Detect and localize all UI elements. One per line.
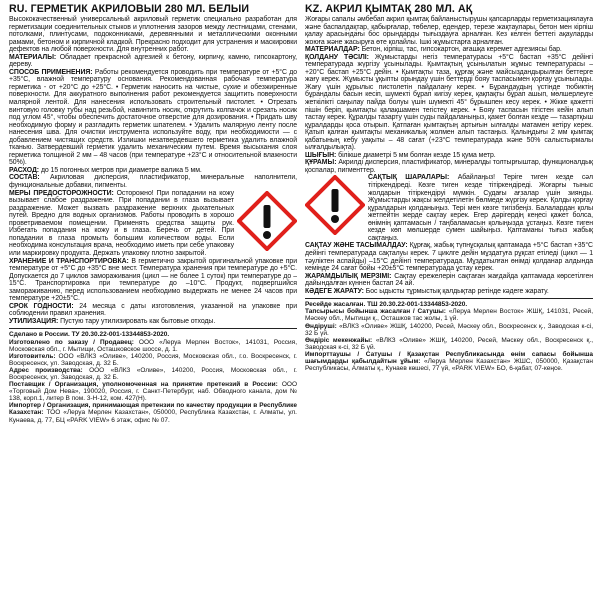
- kz-usage-heading: ҚОЛДАНУ ТӘСІЛІ:: [305, 53, 369, 61]
- ru-coverage-text: до 15 погонных метров при диаметре валика 5 мм.: [40, 166, 202, 174]
- ru-shelf: [9, 303, 297, 318]
- ru-safety-block: [9, 190, 297, 258]
- ru-kz-importer-heading: Импортер / Организация, принимающая претензии по качеству продукции в Республике Казахстан:: [9, 402, 297, 417]
- kz-storage-heading: САҚТАУ ЖӘНЕ ТАСЫМАЛДАУ:: [305, 242, 408, 250]
- kz-shelf-text: Сақтау ережелерін сақтаған жағдайда қаптамада көрсетілген дайындалған күннен бастап 24 ай.: [305, 272, 593, 288]
- ru-address-text: ООО «ВЛКЗ «Оливе», 140200, Россия, Московская обл., г. Воскресенск, ул. Заводская, д. 32 Б.: [9, 366, 297, 381]
- kz-safety: [368, 174, 593, 242]
- kz-manufacturer: [305, 308, 593, 322]
- kz-usage: [305, 54, 593, 152]
- kz-composition-text: Акрилді дисперсия, пластификатор, минералды толтырғыштар, функционалдық қоспалар, пигменттер.: [305, 159, 593, 174]
- ru-manufacturer-heading: Изготовлено по заказу / Продавец:: [9, 338, 134, 346]
- ru-shelf-heading: СРОК ГОДНОСТИ:: [9, 302, 74, 310]
- kz-divider: [305, 298, 593, 299]
- kz-intro: Жоғары сапалы әмбебап акрил қымтақ байланыстырушы қапсарларды герметизациялауға және баспалдақтар, қабырғалар, төбелер, едендер, терезе жақтаулары, бетон мен кірпіш қалау арасындағы бос орындарды тығыздауға арналған. Кез келген беттегі ақауларды жоюға және жасыруға өте қолайлы. Ішкі жұмыстарға арналған.: [305, 16, 593, 46]
- ru-materials-text: Обладает прекрасной адгезией к бетону, кирпичу, камню, гипсокартону, дереву.: [9, 53, 297, 69]
- kz-address-heading: Өндіріс мекенжайы:: [305, 336, 373, 344]
- kz-composition: [305, 159, 593, 174]
- kz-maker: [305, 323, 593, 337]
- ru-manufacturer-text: ООО «Леруа Мерлен Восток», 141031, Россия, Московская обл., г. Мытищи, Осташковское шоссе, д. 1.: [9, 338, 297, 353]
- ru-safety: [9, 190, 234, 258]
- kz-importer-heading: Импорттаушы / Сатушы / Қазақстан Республикасында өнім сапасы бойынша шағымдарды қабылдайтын ұйым:: [305, 350, 593, 365]
- ru-storage-text: В герметично закрытой оригинальной упаковке при температуре от +5°С до +35°С вне мест. Температура хранения при температуре до +5°С. Допускается до 7 циклов замораживания (цикл — не более 1 суток) при температуре до –15°С. Транспортировка при температуре до –10°С. Продукт, подвергшийся замораживанию, перед использованием необходимо выдержать не менее 24 часов при температуре +20±5°С.: [9, 257, 297, 303]
- kz-shelf-heading: ЖАРАМДЫЛЫҚ МЕРЗІМІ:: [305, 272, 392, 280]
- kz-made-in-text: Ресейде жасалған. ТШ 20.30.22-001-13344853-2020.: [305, 301, 468, 309]
- ru-safety-text: Осторожно! При попадании на кожу вызывает слабое раздражение. При попадании в глаза вызывает раздражение. Может вызвать раздражение верхних дыхательных путей. Вредно для водных организмов. Работы проводить в хорошо проветриваемом помещении. Применять средства защиты рук. Избегать попадания на кожу и в глаза. Беречь от детей. При попадании в глаза промыть большим количеством воды. Если необходима консультация врача, необходимо иметь при себе упаковку или маркировку продукта. Держать упаковку плотно закрытой.: [9, 189, 234, 257]
- kz-storage: [305, 242, 593, 272]
- ru-shelf-text: 24 месяца с даты изготовления, указанной на упаковке при соблюдении правил хранения.: [9, 302, 297, 318]
- kz-manufacturer-heading: Тапсырысы бойынша жасалған / Сатушы:: [305, 308, 446, 316]
- ru-coverage: [9, 167, 297, 175]
- kz-coverage-text: білікше диаметрі 5 мм болған кезде 15 қума метр.: [338, 151, 496, 159]
- kz-composition-heading: ҚҰРАМЫ:: [305, 159, 337, 167]
- ru-materials-heading: МАТЕРИАЛЫ:: [9, 53, 57, 61]
- kz-disposal-text: Бос ыдысты тұрмыстық қалдықтар ретінде кәдеге жарату.: [365, 287, 549, 295]
- ru-manufacturer: [9, 339, 297, 353]
- ru-title: RU. ГЕРМЕТИК АКРИЛОВЫЙ 280 МЛ. БЕЛЫЙ: [9, 4, 250, 15]
- ru-coverage-heading: РАСХОД:: [9, 166, 40, 174]
- ru-address-heading: Адрес производства:: [9, 366, 83, 374]
- ru-disposal: [9, 318, 297, 326]
- kz-storage-text: Құрғақ, жабық түпнұсқалық қаптамада +5°С бастап +35°С дейінгі температурада сақталуы керек. 7 циклге дейін мұздатуға рұқсат етіледі (цикл — 1 тәуліктен аспайды) –15°С дейінгі температурада. Мұздатылған өнімді қолданар алдында кемінде 24 сағат бойы +20±5°С температурада ұстау керек.: [305, 242, 593, 273]
- kz-importer: [305, 351, 593, 372]
- ru-kz-importer: [9, 402, 297, 423]
- ru-maker-text: ООО «ВЛКЗ «Оливе», 140200, Россия, Московская обл., г.о. Воскресенск, г. Воскресенск, ул. Заводская, д. 32 Б.: [9, 352, 297, 367]
- kz-usage-text: Жұмыстарды негіз температурасы +5°С бастап +35°С дейінгі температурада жүргізу ұсынылады. Қымтақтың ұсынылатын жұмыс температурасы – +20°С бастап +25°С дейін. • Қымтақты таза, құрғақ және майсыздандырылған беттерге жағу керек. Жұмысты ұқыпты орындау үшін беттерді бояу таспасымен қорғау ұсынылады. Жағу үшін құрылыс пистолетін пайдалану керек. • Бұрандаудың үстінде тюбиктің бұрандалы басын кесіп, шүмекті бұрап кигізу керек, қақпақты бұрап ашып, мөлшерлеуге жеткілікті саңылау пайда болуы үшін шүмекті 45° бұрышпен кесу керек. • Жікке қажетті пішін беріп, қымтақты қалақшамен тегістеу керек. • Бояу таспасын тігістен кейін алып тастау керек. Құралды тазарту үшін суды пайдаланыңыз, қажет болған кезде — тазартқыш құралдарды қоса отырып. Қатпаған қымтақтың артығын ылғалды матамен кетіру керек. Қатып қалған қымтақты механикалық жолмен алып тастаңыз. Қалыңдығы 2 мм қымтақ қабатының кебу уақыты – 48 сағат (+23°С температурада және 50% салыстырмалы ылғалдылықта).: [305, 53, 593, 152]
- ghs07-exclamation-icon: [305, 175, 365, 235]
- kz-disposal: [305, 288, 593, 296]
- ru-divider: [9, 328, 297, 329]
- kz-title: KZ. АКРИЛ ҚЫМТАҚ 280 МЛ. АҚ: [305, 4, 473, 15]
- kz-safety-text: Абайлаңыз! Теріге тиген кезде сәл тітіркендіреді. Көзге тиген кезде тітіркендіреді. Жоғарғы тыныс жолдарын тітіркендіруі мүмкін. Судағы ағзалар үшін зиянды. Жұмыстарды жақсы желдетілетін бөлмеде жүргізу керек. Қолды қорғау құралдарын қолданыңыз. Тері мен көзге тигізбеңіз. Балалардан қолы жетпейтін жерде сақтау керек. Егер дәрігердің кеңесі қажет болса, өнімнің қаптамасын / таңбаламасын қолыңызда ұстаңыз. Көзге тиген кезде көп мөлшерде сумен шайыңыз. Қаптаманы тығыз жабық сақтаңыз.: [368, 174, 593, 242]
- ru-importer-text: ООО «Торговый Дом Нева», 190020, Россия, г. Санкт-Петербург, наб. Обводного канала, дом № 138, корп.1, литер В пом. 3-Н-12, ком. 427(Н).: [9, 381, 297, 403]
- kz-materials-text: Бетон, кірпіш, тас, гипсокартон, ағашқа керемет адгезиясы бар.: [361, 46, 562, 54]
- kz-column: [305, 4, 593, 600]
- kz-materials-heading: МАТЕРИАЛДАР:: [305, 46, 360, 54]
- kz-shelf: [305, 273, 593, 288]
- kz-coverage-heading: ШЫҒЫН:: [305, 151, 337, 159]
- kz-maker-heading: Өндіруші:: [305, 322, 337, 330]
- kz-address: [305, 337, 593, 351]
- kz-safety-heading: САҚТЫҚ ШАРАЛАРЫ:: [368, 174, 450, 182]
- ru-usage-text: Работы рекомендуется проводить при температуре от +5°С до +35°С, влажной температуру основания. Рекомендованная рабочая температура герметика - от +20°С до +25°С. • Герметик наносить на чистые, сухие и обезжиренные поверхности. Для аккуратного выполнения работ рекомендуется защитить поверхности малярной лентой. Для нанесения использовать строительный пистолет. • Отрезать винтовую головку тубы над резьбой, навинтить носик, открутить колпачок и срезать носик под углом 45°, чтобы обеспечить достаточное отверстие для дозирования. • Придать шву необходимую форму и разгладить герметик шпателем. • Удалить малярную ленту после нанесения шва. Для очистки инструмента используйте воду, при необходимости — с добавлением чистящих средств. Излишки незатвердевшего герметика удалить влажной тканью. Затвердевший герметик удалить механическим путем. Время высыхания слоя герметика толщиной 2 мм – 48 часов (при температуре +23°С и относительной влажности 50%).: [9, 68, 297, 167]
- label-columns: [9, 4, 593, 600]
- kz-address-text: «ВЛКЗ «Оливе» ЖШҚ, 140200, Ресей, Мәскеу обл., Воскресенск қ., Заводская к-сі, 32 Б үй.: [305, 336, 593, 351]
- ru-safety-heading: МЕРЫ ПРЕДОСТОРОЖНОСТИ:: [9, 189, 114, 197]
- ru-usage-heading: СПОСОБ ПРИМЕНЕНИЯ:: [9, 68, 93, 76]
- ru-importer: [9, 381, 297, 402]
- ru-column: [9, 4, 297, 600]
- ru-made-in: [9, 331, 297, 338]
- ru-usage: [9, 69, 297, 167]
- kz-materials: [305, 46, 593, 54]
- kz-disposal-heading: КӘДЕГЕ ЖАРАТУ:: [305, 287, 364, 295]
- ru-kz-importer-text: ТОО «Леруа Мерлен Казахстан», 050000, Республика Казахстан, г. Алматы, ул. Кунаева, д. 77, БЦ «PARK VIEW» 6 этаж, офис № 07.: [9, 409, 297, 424]
- ru-importer-heading: Поставщик / Организация, уполномоченная на принятие претензий в России:: [9, 381, 278, 389]
- kz-importer-text: «Леруа Мерлен Казахстан» ЖШС, 050000, Қазақстан Республикасы, Алматы қ., Кунаев көшесі, 77 үй, «PARK VIEW» БО, 6-қабат, 07-кеңсе.: [305, 357, 593, 373]
- ru-materials: [9, 54, 297, 69]
- ru-intro: Высококачественный универсальный акриловый герметик специально разработан для герметизации соединительных стыков и уплотнения зазоров между лестницами, стенами, потолками, плинтусами, подоконниками, деревянными и металлическими оконными рамами, бетоном и кирпичной кладкой. Прекрасно подходит для устранения и маскировки дефектов на любой поверхности. Для внутренних работ.: [9, 16, 297, 54]
- ru-composition-heading: СОСТАВ:: [9, 174, 40, 182]
- ru-composition: [9, 174, 297, 189]
- kz-safety-block: [305, 174, 593, 242]
- ru-storage-heading: ХРАНЕНИЕ И ТРАНСПОРТИРОВКА:: [9, 257, 129, 265]
- ghs07-exclamation-icon: [237, 191, 297, 251]
- ru-maker-heading: Изготовитель:: [9, 352, 56, 360]
- ru-made-in-text: Сделано в России. ТУ 20.30.22-001-13344853-2020.: [9, 331, 170, 339]
- ru-composition-text: Акриловая дисперсия, пластификатор, минеральные наполнители, функциональные добавки, пигменты.: [9, 174, 297, 190]
- ru-address: [9, 367, 297, 381]
- ru-storage: [9, 258, 297, 303]
- ru-disposal-heading: УТИЛИЗАЦИЯ:: [9, 317, 59, 325]
- ru-disposal-text: Пустую тару утилизировать как бытовые отходы.: [60, 317, 216, 325]
- ru-maker: [9, 353, 297, 367]
- kz-manufacturer-text: «Леруа Мерлен Восток» ЖШҚ, 141031, Ресей, Мәскеу обл., Мытищи қ., Осташков тас жолы, 1 үй.: [305, 308, 593, 323]
- kz-maker-text: «ВЛКЗ «Оливе» ЖШҚ, 140200, Ресей, Мәскеу обл., Воскресенск қ., Заводская к-сі, 32 Б үй.: [305, 322, 593, 337]
